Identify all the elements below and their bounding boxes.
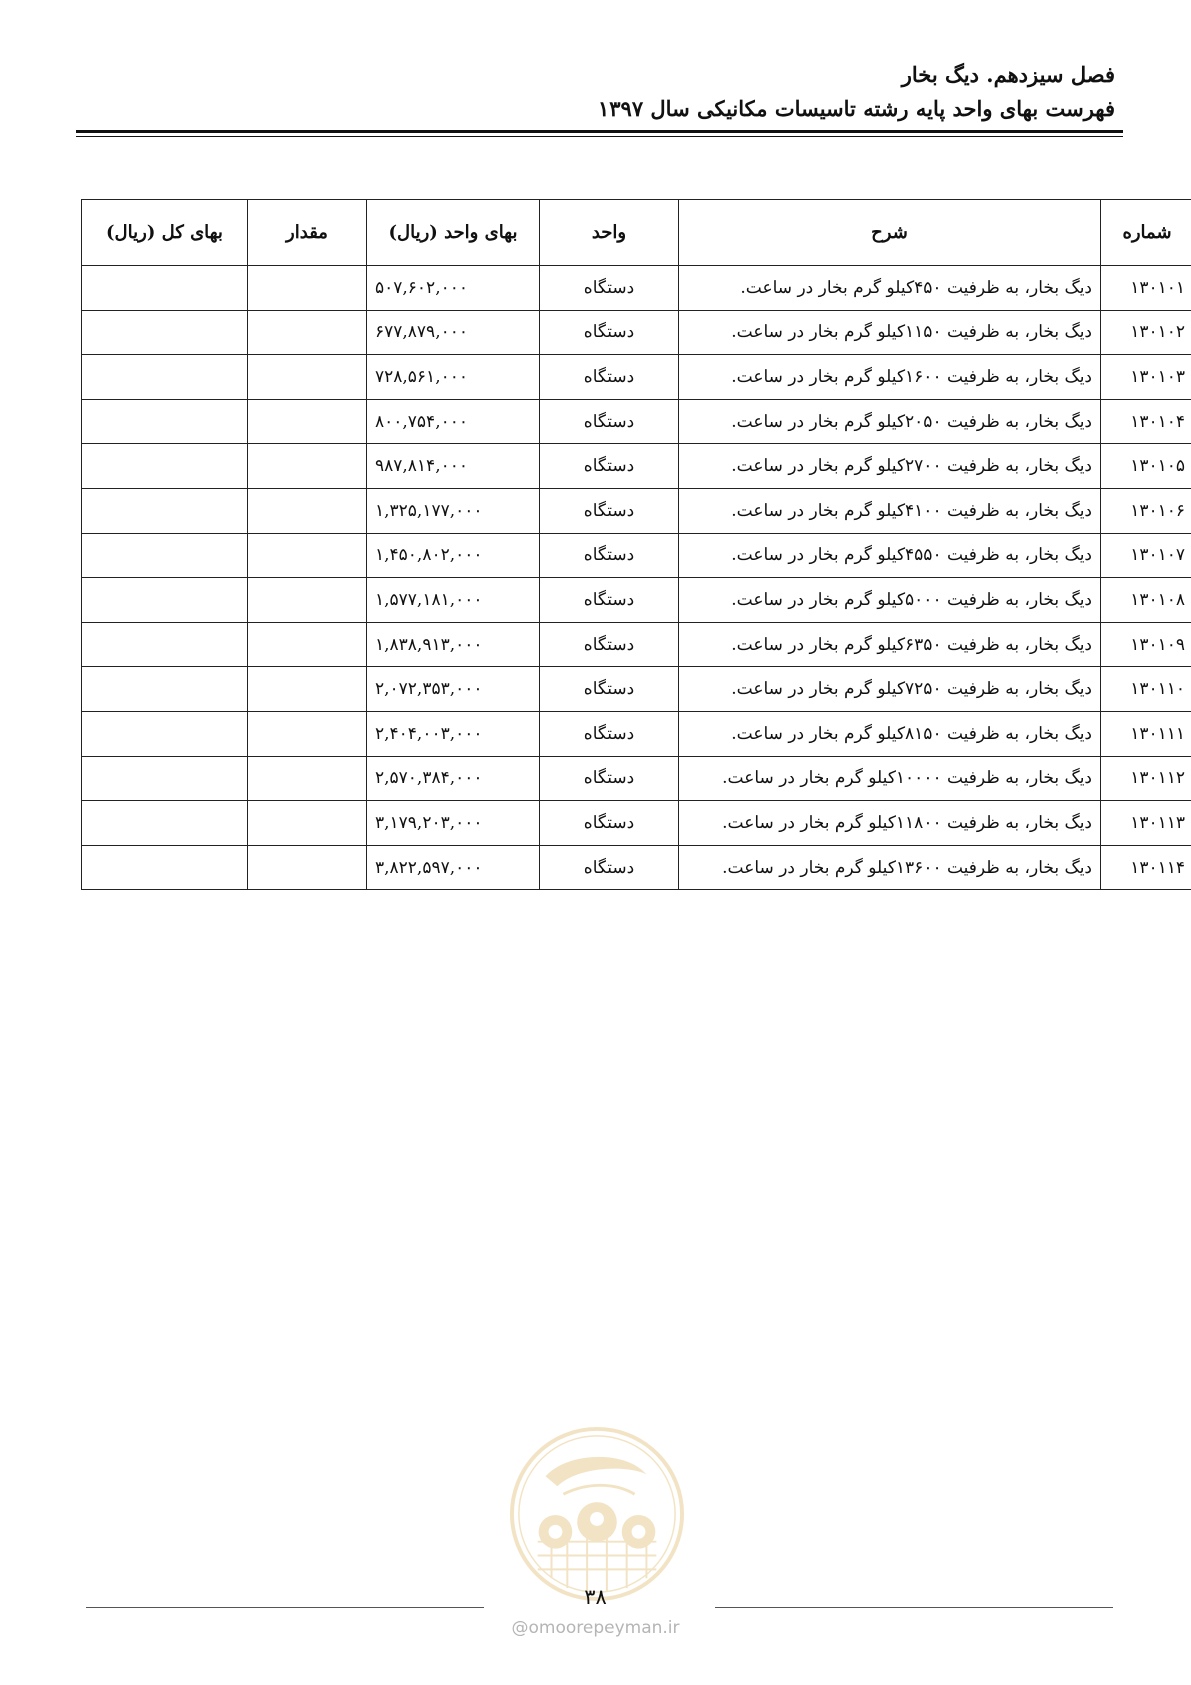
item-unit: دستگاه (540, 756, 679, 801)
price-list-title: فهرست بهای واحد پایه رشته تاسیسات مکانیکی سال ۱۳۹۷ (597, 96, 1115, 121)
item-unit-price: ۷۲۸,۵۶۱,۰۰۰ (367, 355, 540, 400)
item-quantity-cell (248, 845, 367, 890)
table-row (82, 399, 1191, 444)
item-description: دیگ بخار، به ظرفیت ۴۱۰۰کیلو گرم بخار در ساعت. (679, 488, 1101, 533)
item-total-price-cell (82, 533, 248, 578)
table-row (82, 711, 1191, 756)
item-quantity-cell (248, 578, 367, 623)
item-quantity-cell (248, 399, 367, 444)
item-quantity-cell (248, 266, 367, 311)
item-total-price-cell (82, 355, 248, 400)
table-row (82, 266, 1191, 311)
item-quantity-cell (248, 310, 367, 355)
table-row (82, 488, 1191, 533)
table-row (82, 667, 1191, 712)
item-total-price-cell (82, 801, 248, 846)
item-description: دیگ بخار، به ظرفیت ۷۲۵۰کیلو گرم بخار در ساعت. (679, 667, 1101, 712)
item-description: دیگ بخار، به ظرفیت ۴۵۵۰کیلو گرم بخار در ساعت. (679, 533, 1101, 578)
item-quantity-cell (248, 622, 367, 667)
item-quantity-cell (248, 533, 367, 578)
item-number: ۱۳۰۱۰۴ (1101, 399, 1191, 444)
item-description: دیگ بخار، به ظرفیت ۲۷۰۰کیلو گرم بخار در ساعت. (679, 444, 1101, 489)
table-row (82, 578, 1191, 623)
item-number: ۱۳۰۱۰۷ (1101, 533, 1191, 578)
column-header-quantity: مقدار (248, 200, 367, 266)
item-total-price-cell (82, 266, 248, 311)
item-total-price-cell (82, 578, 248, 623)
item-unit: دستگاه (540, 355, 679, 400)
item-number: ۱۳۰۱۰۸ (1101, 578, 1191, 623)
item-unit-price: ۵۰۷,۶۰۲,۰۰۰ (367, 266, 540, 311)
item-description: دیگ بخار، به ظرفیت ۲۰۵۰کیلو گرم بخار در ساعت. (679, 399, 1101, 444)
item-quantity-cell (248, 801, 367, 846)
item-quantity-cell (248, 355, 367, 400)
item-unit-price: ۲,۴۰۴,۰۰۳,۰۰۰ (367, 711, 540, 756)
item-unit-price: ۱,۴۵۰,۸۰۲,۰۰۰ (367, 533, 540, 578)
item-number: ۱۳۰۱۰۲ (1101, 310, 1191, 355)
item-quantity-cell (248, 488, 367, 533)
item-total-price-cell (82, 488, 248, 533)
item-number: ۱۳۰۱۱۰ (1101, 667, 1191, 712)
watermark-url: @omoorepeyman.ir (511, 1618, 680, 1638)
item-unit-price: ۱,۳۲۵,۱۷۷,۰۰۰ (367, 488, 540, 533)
item-description: دیگ بخار، به ظرفیت ۸۱۵۰کیلو گرم بخار در ساعت. (679, 711, 1101, 756)
item-number: ۱۳۰۱۱۳ (1101, 801, 1191, 846)
item-unit: دستگاه (540, 266, 679, 311)
table-row (82, 444, 1191, 489)
item-unit: دستگاه (540, 845, 679, 890)
table-row (82, 355, 1191, 400)
item-unit: دستگاه (540, 310, 679, 355)
item-number: ۱۳۰۱۰۹ (1101, 622, 1191, 667)
item-number: ۱۳۰۱۰۵ (1101, 444, 1191, 489)
column-header-total-price: بهای کل (ریال) (82, 200, 248, 266)
item-unit-price: ۲,۰۷۲,۳۵۳,۰۰۰ (367, 667, 540, 712)
item-total-price-cell (82, 711, 248, 756)
item-total-price-cell (82, 444, 248, 489)
item-total-price-cell (82, 667, 248, 712)
item-unit-price: ۹۸۷,۸۱۴,۰۰۰ (367, 444, 540, 489)
header-rule-thick (76, 130, 1123, 133)
item-description: دیگ بخار، به ظرفیت ۱۳۶۰۰کیلو گرم بخار در ساعت. (679, 845, 1101, 890)
item-unit: دستگاه (540, 444, 679, 489)
page-number: ۳۸ (584, 1585, 607, 1609)
item-quantity-cell (248, 756, 367, 801)
table-row (82, 801, 1191, 846)
item-number: ۱۳۰۱۰۳ (1101, 355, 1191, 400)
item-unit-price: ۱,۵۷۷,۱۸۱,۰۰۰ (367, 578, 540, 623)
chapter-title: فصل سیزدهم. دیگ بخار (901, 62, 1115, 87)
column-header-description: شرح (679, 200, 1101, 266)
item-number: ۱۳۰۱۱۴ (1101, 845, 1191, 890)
column-header-unit-price: بهای واحد (ریال) (367, 200, 540, 266)
item-description: دیگ بخار، به ظرفیت ۶۳۵۰کیلو گرم بخار در ساعت. (679, 622, 1101, 667)
table-row (82, 622, 1191, 667)
item-quantity-cell (248, 444, 367, 489)
item-unit: دستگاه (540, 667, 679, 712)
item-total-price-cell (82, 310, 248, 355)
item-description: دیگ بخار، به ظرفیت ۱۱۵۰کیلو گرم بخار در ساعت. (679, 310, 1101, 355)
item-unit: دستگاه (540, 801, 679, 846)
column-header-unit: واحد (540, 200, 679, 266)
item-unit: دستگاه (540, 488, 679, 533)
page-header (598, 58, 1115, 126)
item-unit-price: ۸۰۰,۷۵۴,۰۰۰ (367, 399, 540, 444)
header-rule-thin (76, 136, 1123, 137)
item-number: ۱۳۰۱۱۲ (1101, 756, 1191, 801)
item-number: ۱۳۰۱۱۱ (1101, 711, 1191, 756)
item-unit-price: ۳,۱۷۹,۲۰۳,۰۰۰ (367, 801, 540, 846)
item-description: دیگ بخار، به ظرفیت ۱۶۰۰کیلو گرم بخار در ساعت. (679, 355, 1101, 400)
table-row (82, 310, 1191, 355)
item-unit-price: ۱,۸۳۸,۹۱۳,۰۰۰ (367, 622, 540, 667)
item-unit: دستگاه (540, 711, 679, 756)
item-unit-price: ۶۷۷,۸۷۹,۰۰۰ (367, 310, 540, 355)
item-description: دیگ بخار، به ظرفیت ۱۱۸۰۰کیلو گرم بخار در ساعت. (679, 801, 1101, 846)
item-number: ۱۳۰۱۰۱ (1101, 266, 1191, 311)
table-header-row (82, 200, 1191, 266)
table-row (82, 533, 1191, 578)
item-total-price-cell (82, 622, 248, 667)
item-total-price-cell (82, 399, 248, 444)
item-unit: دستگاه (540, 578, 679, 623)
item-unit-price: ۳,۸۲۲,۵۹۷,۰۰۰ (367, 845, 540, 890)
item-description: دیگ بخار، به ظرفیت ۵۰۰۰کیلو گرم بخار در ساعت. (679, 578, 1101, 623)
item-total-price-cell (82, 756, 248, 801)
price-table (81, 199, 1191, 890)
item-total-price-cell (82, 845, 248, 890)
item-quantity-cell (248, 667, 367, 712)
item-unit: دستگاه (540, 399, 679, 444)
item-quantity-cell (248, 711, 367, 756)
item-unit-price: ۲,۵۷۰,۳۸۴,۰۰۰ (367, 756, 540, 801)
item-description: دیگ بخار، به ظرفیت ۱۰۰۰۰کیلو گرم بخار در ساعت. (679, 756, 1101, 801)
table-row (82, 756, 1191, 801)
column-header-number: شماره (1101, 200, 1191, 266)
item-number: ۱۳۰۱۰۶ (1101, 488, 1191, 533)
table-row (82, 845, 1191, 890)
item-unit: دستگاه (540, 622, 679, 667)
item-unit: دستگاه (540, 533, 679, 578)
item-description: دیگ بخار، به ظرفیت ۴۵۰کیلو گرم بخار در ساعت. (679, 266, 1101, 311)
watermark-seal-logo (508, 1425, 686, 1603)
